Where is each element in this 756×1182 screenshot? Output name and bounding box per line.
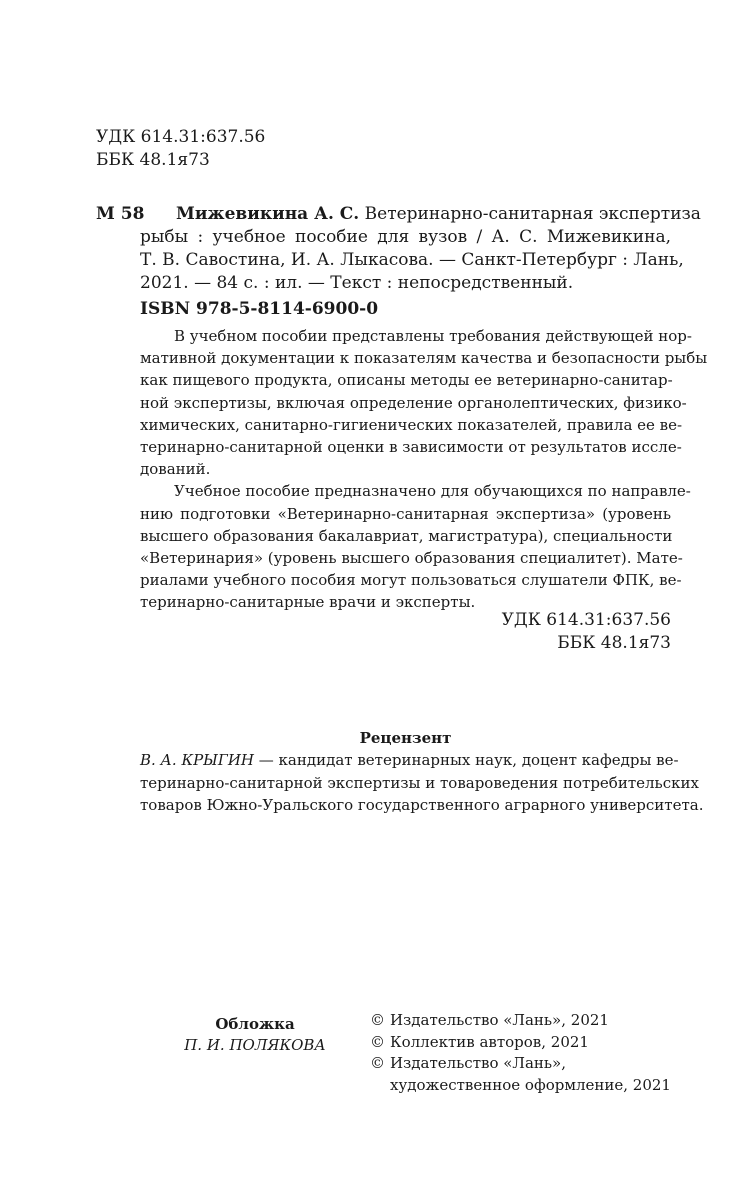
cover-heading: Обложка xyxy=(215,1015,295,1033)
isbn: ISBN 978-5-8114-6900-0 xyxy=(140,299,379,319)
copyright-text: Коллектив авторов, 2021 xyxy=(390,1032,589,1051)
abstract-line: «Ветеринария» (уровень высшего образования специалитет). Мате- xyxy=(140,549,683,568)
cover-credit xyxy=(140,1014,370,1056)
copyright-icon: © xyxy=(370,1032,385,1051)
top-classification xyxy=(96,126,265,172)
catalog-author: Мижевикина А. С. xyxy=(176,204,360,224)
udk-code: УДК 614.31:637.56 xyxy=(501,610,671,630)
catalog-entry xyxy=(140,203,701,295)
bbk-code: ББК 48.1я73 xyxy=(96,150,210,170)
abstract-line: мативной документации к показателям качества и безопасности рыбы xyxy=(140,349,708,368)
copyright-line xyxy=(370,1032,671,1054)
copyright-icon: © xyxy=(370,1054,385,1072)
abstract-line: теринарно-санитарной оценки в зависимости от результатов иссле- xyxy=(140,438,682,457)
copyright-line xyxy=(370,1053,671,1075)
abstract-line: химических, санитарно-гигиенических показателей, правила ее ве- xyxy=(140,415,683,434)
abstract-line: риалами учебного пособия могут пользоваться слушатели ФПК, ве- xyxy=(140,571,682,590)
catalog-entry-line: 2021. — 84 с. : ил. — Текст : непосредственный. xyxy=(140,273,574,293)
reviewer-heading: Рецензент xyxy=(359,729,452,747)
copyright-text: Издательство «Лань», 2021 xyxy=(390,1011,609,1029)
abstract-line: теринарно-санитарные врачи и эксперты. xyxy=(140,593,476,612)
abstract-line: нию подготовки «Ветеринарно-санитарная экспертиза» (уровень xyxy=(140,504,671,523)
abstract-line: ной экспертизы, включая определение органолептических, физико- xyxy=(140,393,687,412)
copyright-block xyxy=(370,1010,671,1096)
abstract-line: дований. xyxy=(140,460,211,479)
abstract-line: как пищевого продукта, описаны методы ее ветеринарно-санитар- xyxy=(140,371,673,390)
abstract xyxy=(140,325,708,614)
catalog-entry-line xyxy=(176,203,701,226)
reviewer-name: В. А. КРЫГИН xyxy=(140,751,255,769)
abstract-line: высшего образования бакалавриат, магистратура), специальности xyxy=(140,526,673,545)
copyright-text: Издательство «Лань», xyxy=(390,1054,567,1072)
udk-code: УДК 614.31:637.56 xyxy=(96,127,266,147)
cover-designer: П. И. ПОЛЯКОВА xyxy=(184,1036,326,1054)
bbk-code: ББК 48.1я73 xyxy=(557,633,671,653)
copyright-line xyxy=(370,1075,671,1097)
catalog-entry-line: Т. В. Савостина, И. А. Лыкасова. — Санкт-Петербург : Лань, xyxy=(140,250,684,270)
author-mark: М 58 xyxy=(96,204,145,224)
abstract-line: В учебном пособии представлены требования действующей нор- xyxy=(174,327,692,345)
abstract-line: Учебное пособие предназначено для обучающихся по направле- xyxy=(174,482,691,501)
copyright-text: художественное оформление, 2021 xyxy=(390,1075,671,1094)
catalog-entry-line: рыбы : учебное пособие для вузов / А. С. Мижевикина, xyxy=(140,227,671,247)
reviewer-line: товаров Южно-Уральского государственного аграрного университета. xyxy=(140,796,704,814)
copyright-icon: © xyxy=(370,1011,385,1029)
copyright-line xyxy=(370,1010,671,1032)
bottom-classification xyxy=(502,609,671,655)
reviewer-line xyxy=(140,749,679,772)
reviewer-line: теринарно-санитарной экспертизы и товароведения потребительских xyxy=(140,773,699,792)
reviewer-description: — кандидат ветеринарных наук, доцент кафедры ве- xyxy=(254,751,679,769)
reviewer-block xyxy=(140,749,704,817)
catalog-title: Ветеринарно-санитарная экспертиза xyxy=(364,204,701,224)
